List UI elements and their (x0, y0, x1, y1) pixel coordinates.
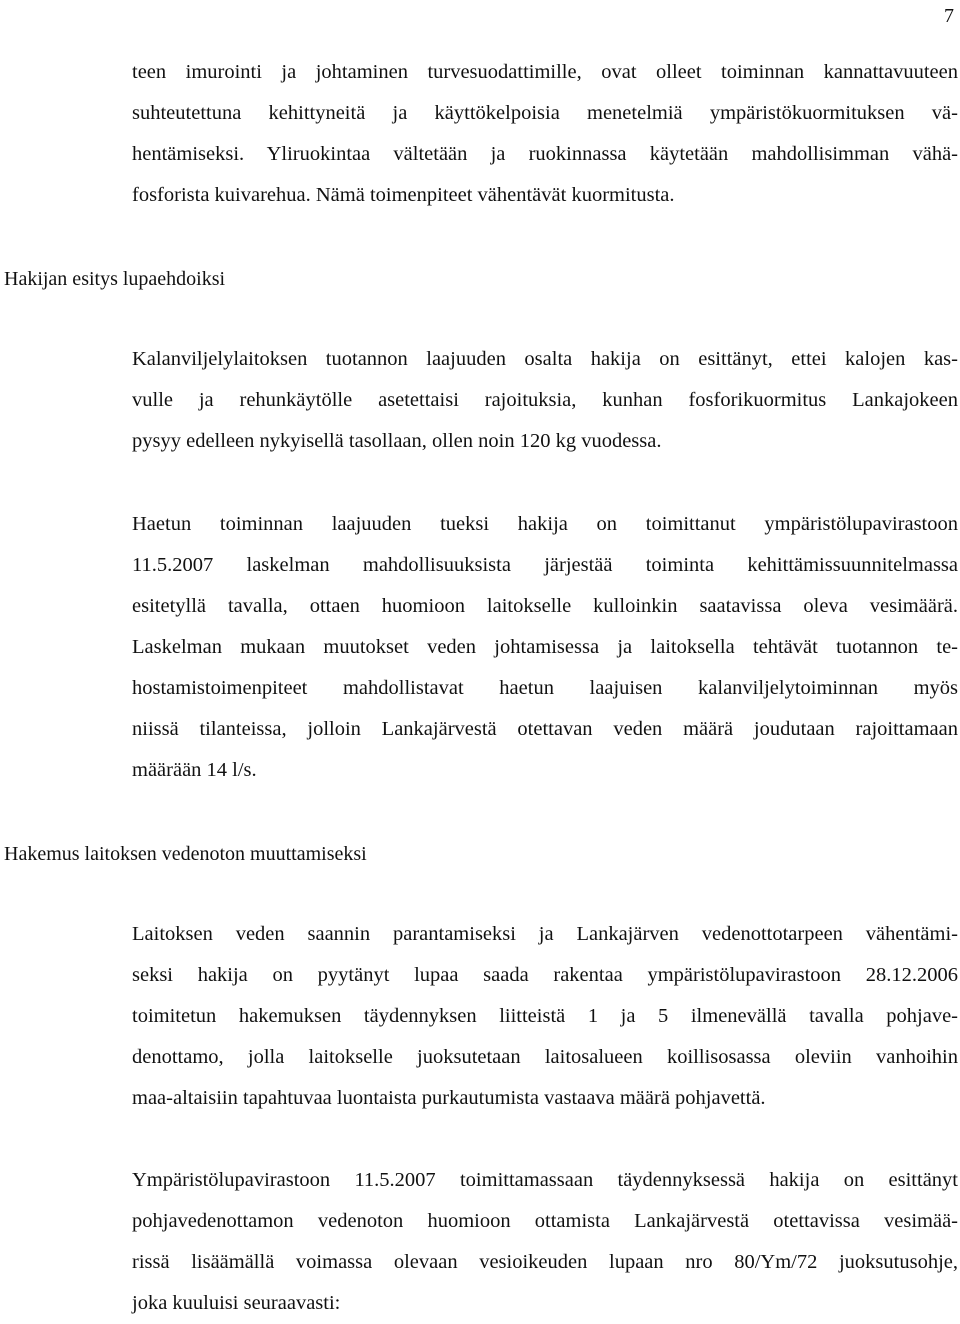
text-line: toimitetun hakemuksen täydennyksen liitteistä 1 ja 5 ilmenevällä tavalla pohjave- (132, 1005, 958, 1027)
text-line: Haetun toiminnan laajuuden tueksi hakija on toimittanut ympäristölupavirastoon (132, 513, 958, 535)
text-line: Laskelman mukaan muutokset veden johtamisessa ja laitoksella tehtävät tuotannon te- (132, 636, 958, 658)
text-line: pohjavedenottamon vedenoton huomioon ottamista Lankajärvestä otettavissa vesimää- (132, 1210, 958, 1232)
text-line: seksi hakija on pyytänyt lupaa saada rakentaa ympäristölupavirastoon 28.12.2006 (132, 964, 958, 986)
text-line: fosforista kuivarehua. Nämä toimenpiteet vähentävät kuormitusta. (132, 184, 675, 206)
text-line: 11.5.2007 laskelman mahdollisuuksista järjestää toiminta kehittämissuunnitelmassa (132, 554, 958, 576)
text-line: Laitoksen veden saannin parantamiseksi ja Lankajärven vedenottotarpeen vähentämi- (132, 923, 958, 945)
page-number: 7 (944, 5, 954, 27)
section2-paragraph-1 (132, 914, 958, 1119)
section1-paragraph-1 (132, 339, 958, 462)
text-line: suhteutettuna kehittyneitä ja käyttökelpoisia menetelmiä ympäristökuormituksen vä- (132, 102, 958, 124)
text-line: hostamistoimenpiteet mahdollistavat haetun laajuisen kalanviljelytoiminnan myös (132, 677, 958, 699)
text-line: maa-altaisiin tapahtuvaa luontaista purkautumista vastaava määrä pohjavettä. (132, 1087, 766, 1109)
section-heading: Hakijan esitys lupaehdoiksi (4, 268, 226, 290)
text-line: niissä tilanteissa, jolloin Lankajärvestä otettavan veden määrä joudutaan rajoittamaan (132, 718, 958, 740)
text-line: Ympäristölupavirastoon 11.5.2007 toimittamassaan täydennyksessä hakija on esittänyt (132, 1169, 958, 1191)
text-line: joka kuuluisi seuraavasti: (132, 1292, 341, 1314)
text-line: denottamo, jolla laitokselle juoksutetaan laitosalueen koillisosassa oleviin vanhoihin (132, 1046, 958, 1068)
text-line: teen imurointi ja johtaminen turvesuodattimille, ovat olleet toiminnan kannattavuuteen (132, 61, 958, 83)
text-line: hentämiseksi. Yliruokintaa vältetään ja ruokinnassa käytetään mahdollisimman vähä- (132, 143, 958, 165)
section-heading: Hakemus laitoksen vedenoton muuttamiseksi (4, 843, 367, 865)
text-line: rissä lisäämällä voimassa olevaan vesioikeuden lupaan nro 80/Ym/72 juoksutusohje, (132, 1251, 958, 1273)
intro-paragraph (132, 52, 958, 216)
text-line: pysyy edelleen nykyisellä tasollaan, ollen noin 120 kg vuodessa. (132, 430, 662, 452)
section1-paragraph-2 (132, 504, 958, 791)
text-line: esitetyllä tavalla, ottaen huomioon laitokselle kulloinkin saatavissa oleva vesimäärä. (132, 595, 958, 617)
text-line: määrään 14 l/s. (132, 759, 257, 781)
section2-paragraph-2 (132, 1160, 958, 1324)
text-line: Kalanviljelylaitoksen tuotannon laajuuden osalta hakija on esittänyt, ettei kalojen kas- (132, 348, 958, 370)
text-line: vulle ja rehunkäytölle asetettaisi rajoituksia, kunhan fosforikuormitus Lankajokeen (132, 389, 958, 411)
